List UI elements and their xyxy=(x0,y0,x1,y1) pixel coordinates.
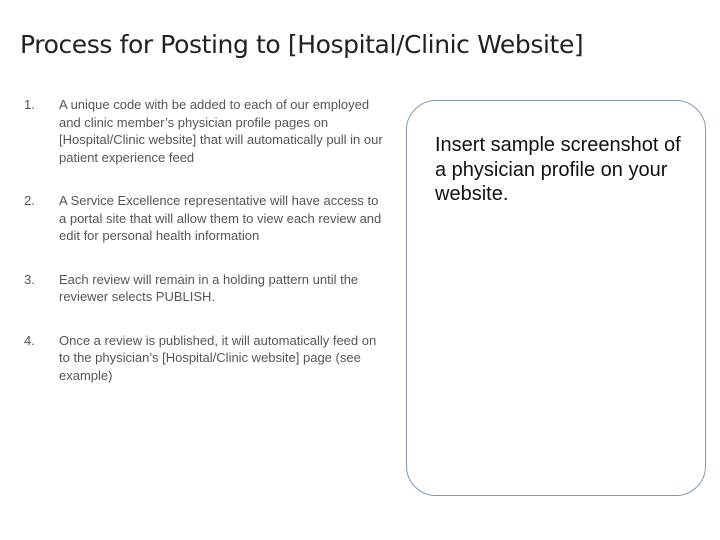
step-text: Once a review is published, it will automatically feed on to the physician’s [Hospital/Clinic website] page (see example) xyxy=(59,332,377,383)
step-number: 1. xyxy=(24,97,35,112)
placeholder-text: Insert sample screenshot of a physician profile on your website. xyxy=(435,134,681,205)
step-number: 3. xyxy=(24,271,35,287)
step-item xyxy=(24,332,384,385)
step-text: A Service Excellence representative will have access to a portal site that will allow them to view each review and edit for personal health information xyxy=(59,193,382,243)
step-item xyxy=(24,192,384,245)
screenshot-placeholder-box xyxy=(406,100,706,496)
process-steps-list xyxy=(24,96,384,410)
step-number: 2. xyxy=(24,193,35,208)
step-text: Each review will remain in a holding pattern until the reviewer selects PUBLISH. xyxy=(59,271,359,304)
slide-title: Process for Posting to [Hospital/Clinic Website] xyxy=(20,30,584,59)
step-number: 4. xyxy=(24,332,35,348)
step-item xyxy=(24,271,384,306)
step-item xyxy=(24,96,384,166)
step-text: A unique code with be added to each of our employed and clinic member’s physician profile pages on [Hospital/Clinic website] that will automatically pull in our patient experience feed xyxy=(59,97,383,165)
